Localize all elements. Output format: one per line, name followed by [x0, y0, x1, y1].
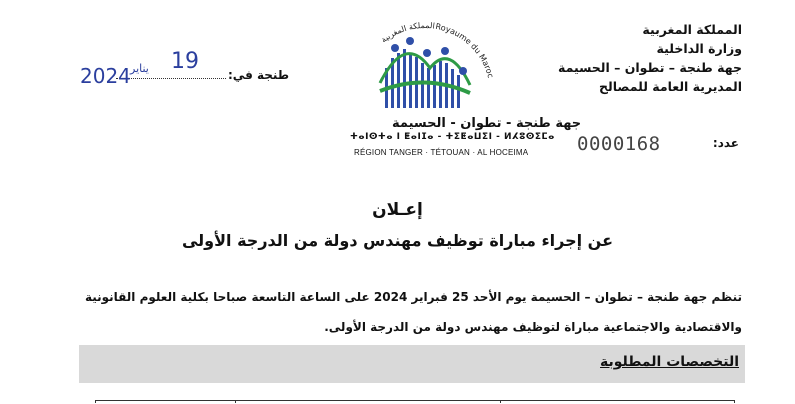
number-label: عدد:: [712, 136, 739, 150]
administrative-header: [558, 20, 742, 96]
body-paragraph-line-1: تنظم جهة طنجة – تطوان – الحسيمة يوم الأحد 25 فبراير 2024 على الساعة التاسعة صباحا بكلية العلوم القانونية: [84, 290, 742, 304]
logo-arc-text-fr: Royaume du Maroc: [434, 21, 496, 79]
date-month: يناير: [130, 62, 149, 75]
kingdom-line: المملكة المغربية: [642, 22, 742, 37]
logo-region-tifinagh: ⵜⴰⵏⵙⵜⴰ ⵏ ⵟⴰⵏⵊⴰ - ⵜⵉⵟⴰⵡⵉⵏ - ⵍⵃⵓⵙⵉⵎⴰ: [350, 132, 555, 142]
date-label: طنجة في:: [228, 68, 290, 82]
logo-region-french: RÉGION TANGER · TÉTOUAN · AL HOCEIMA: [354, 148, 529, 157]
logo-region-arabic: جهة طنجة - تطوان - الحسيمة: [392, 116, 582, 131]
body-paragraph-line-2: والاقتصادية والاجتماعية مباراة لتوظيف مهندس دولة من الدرجة الأولى.: [324, 320, 742, 334]
directorate-line: المديرية العامة للمصالح: [599, 79, 742, 94]
date-dotted-line: [116, 78, 226, 79]
region-line: جهة طنجة – تطوان – الحسيمة: [558, 60, 742, 75]
date-day: 19: [171, 49, 199, 74]
ministry-line: وزارة الداخلية: [656, 41, 742, 56]
date-year: 2024: [80, 64, 131, 88]
document-subtitle: عن إجراء مباراة توظيف مهندس دولة من الدرجة الأولى: [181, 231, 613, 250]
logo-arc-text-ar: المملكة المغربية: [379, 20, 436, 45]
section-title: التخصصات المطلوبة: [600, 354, 739, 370]
number-value: 0000168: [577, 133, 661, 155]
document-title: إعـلان: [372, 200, 423, 220]
table-top-border: [95, 400, 735, 404]
